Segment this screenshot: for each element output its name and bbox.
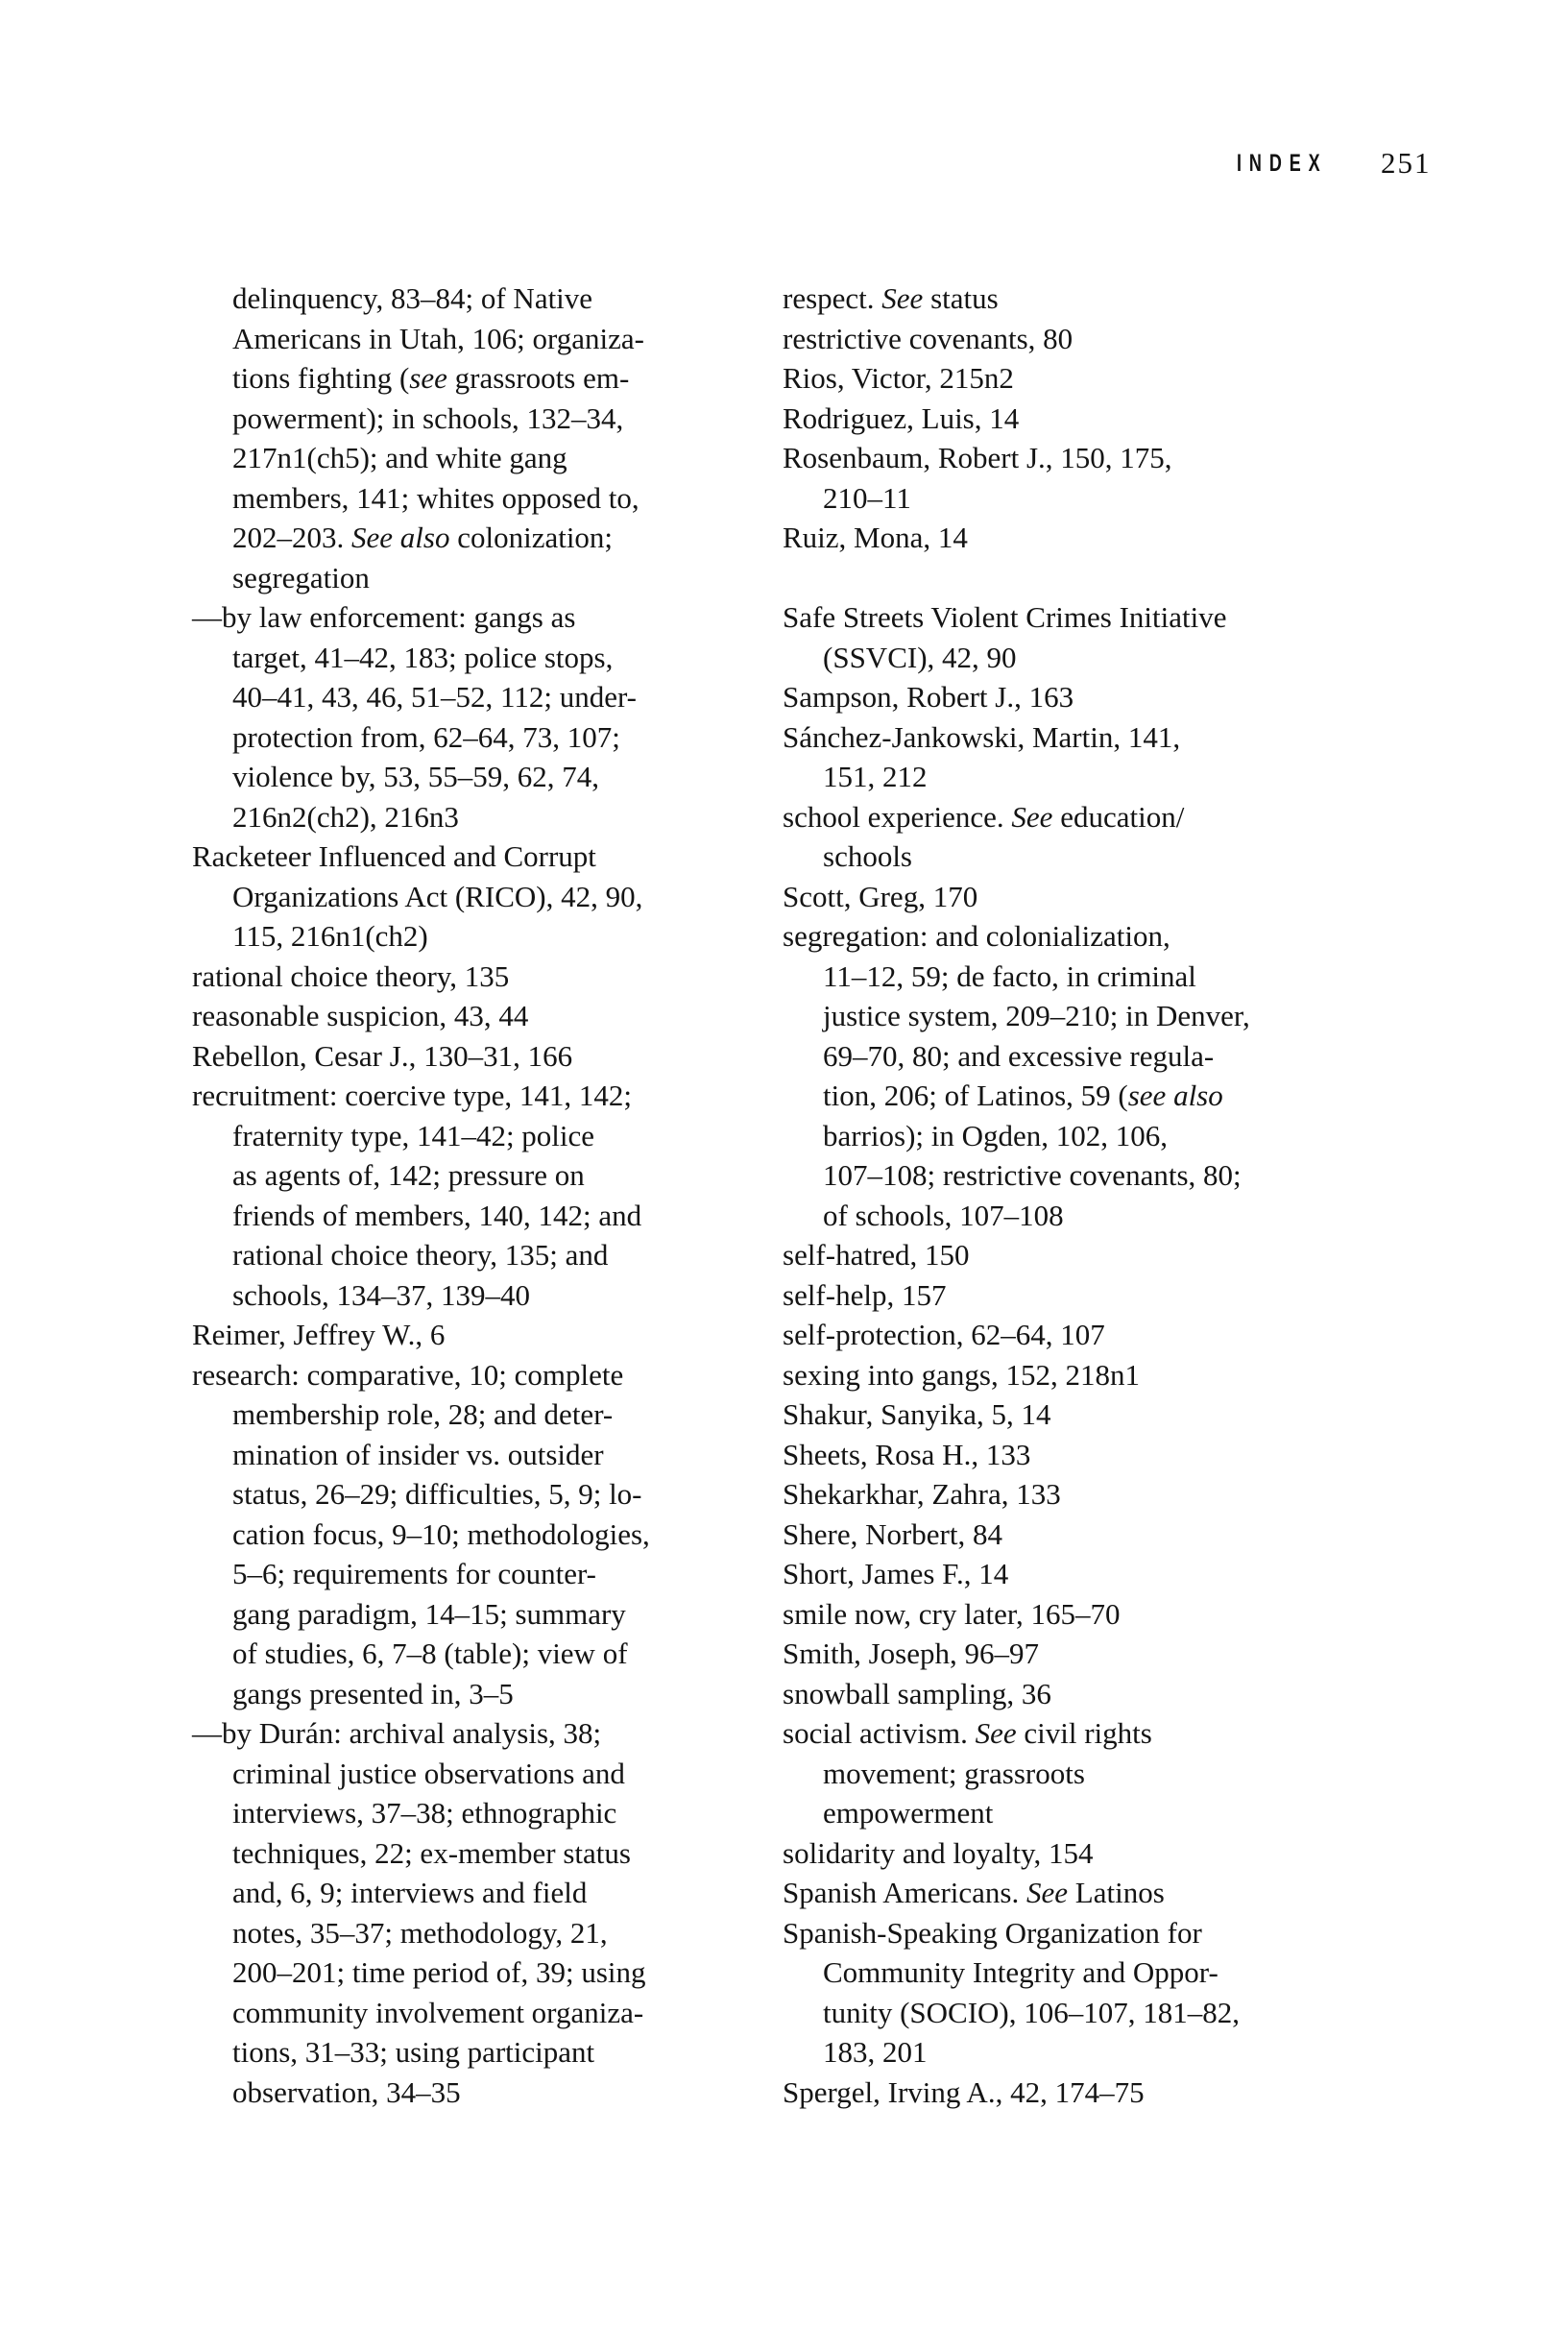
index-entry [192,279,749,597]
entry-continuation-line: violence by, 53, 55–59, 62, 74, [232,760,599,793]
entry-heading-line: Sánchez-Jankowski, Martin, 141, [783,719,1181,754]
index-entry [783,1634,1359,1674]
entry-continuation-line: 202–203. See also colonization; [232,521,614,554]
entry-heading-line: Rebellon, Cesar J., 130–31, 166 [192,1038,573,1073]
index-entry [783,1315,1359,1355]
entry-heading-line: social activism. See civil rights [783,1716,1152,1750]
entry-continuation-line: members, 141; whites opposed to, [232,480,639,515]
cross-reference-italic: See [975,1716,1017,1750]
entry-heading-line: Spanish Americans. See Latinos [783,1876,1165,1909]
index-entry [783,358,1359,399]
entry-continuation-line: Americans in Utah, 106; organiza- [232,321,644,355]
entry-heading-line: sexing into gangs, 152, 218n1 [783,1357,1140,1392]
entry-continuation-line: of schools, 107–108 [823,1198,1064,1232]
entry-continuation-line: 216n2(ch2), 216n3 [232,799,459,834]
entry-continuation-line: status, 26–29; difficulties, 5, 9; lo- [232,1477,642,1511]
entry-continuation-line: observation, 34–35 [232,2074,461,2109]
entry-heading-line: Reimer, Jeffrey W., 6 [192,1318,446,1351]
entry-continuation-line: empowerment [823,1796,994,1830]
index-entry [783,2073,1359,2113]
entry-continuation-line: delinquency, 83–84; of Native [232,281,593,315]
entry-heading-line: self-protection, 62–64, 107 [783,1318,1105,1351]
entry-heading-line: Rios, Victor, 215n2 [783,361,1014,395]
index-entry [783,1594,1359,1635]
index-entry [783,916,1359,1235]
entry-continuation-line: 107–108; restrictive covenants, 80; [823,1158,1242,1192]
index-entry [783,877,1359,917]
entry-continuation-line: membership role, 28; and deter- [232,1397,614,1431]
cross-reference-italic: See [1011,799,1053,834]
entry-continuation-line: community involvement organiza- [232,1995,644,2029]
index-entry [192,996,749,1036]
entry-continuation-line: (SSVCI), 42, 90 [823,640,1017,674]
entry-heading-line: school experience. See education/ [783,799,1185,834]
entry-heading-line: respect. See status [783,281,999,315]
entry-continuation-line: powerment); in schools, 132–34, [232,400,624,435]
entry-heading-line: research: comparative, 10; complete [192,1357,624,1392]
index-entry [783,677,1359,717]
index-entry [192,1315,749,1355]
entry-continuation-line: segregation [232,560,370,594]
entry-continuation-line: 217n1(ch5); and white gang [232,441,567,474]
entry-heading-line: Safe Streets Violent Crimes Initiative [783,600,1227,634]
index-entry [192,1036,749,1077]
index-entry [783,1713,1359,1833]
index-entry [783,1355,1359,1395]
entry-heading-line: self-hatred, 150 [783,1238,970,1272]
entry-continuation-line: mination of insider vs. outsider [232,1437,604,1471]
entry-continuation-line: cation focus, 9–10; methodologies, [232,1516,650,1551]
cross-reference-italic: See [1026,1876,1069,1909]
index-entry [783,518,1359,558]
index-entry [783,319,1359,359]
entry-heading-line: Short, James F., 14 [783,1557,1009,1590]
entry-heading-line: —by Durán: archival analysis, 38; [192,1716,602,1750]
entry-heading-line: Spergel, Irving A., 42, 174–75 [783,2074,1145,2109]
entry-heading-line: —by law enforcement: gangs as [192,600,576,634]
entry-heading-line: segregation: and colonialization, [783,919,1170,953]
entry-continuation-line: interviews, 37–38; ethnographic [232,1796,617,1830]
page-number: 251 [1381,146,1432,180]
entry-continuation-line: rational choice theory, 135; and [232,1238,609,1272]
entry-heading-line: Scott, Greg, 170 [783,879,978,913]
index-entry [783,438,1359,518]
entry-heading-line: snowball sampling, 36 [783,1676,1051,1710]
entry-heading-line: rational choice theory, 135 [192,958,510,993]
entry-heading-line: Shakur, Sanyika, 5, 14 [783,1397,1051,1431]
index-entry [783,1235,1359,1275]
entry-continuation-line: fraternity type, 141–42; police [232,1118,595,1152]
index-entry [783,1474,1359,1515]
entry-continuation-line: tions, 31–33; using participant [232,2035,595,2069]
entry-continuation-line: 11–12, 59; de facto, in criminal [823,958,1196,993]
section-label: INDEX [1237,150,1328,177]
index-entry [192,1713,749,2112]
cross-reference-italic: see also [1127,1079,1223,1112]
entry-heading-line: smile now, cry later, 165–70 [783,1596,1121,1631]
index-entry [783,597,1359,677]
running-head [0,144,1568,182]
index-entry [192,1076,749,1315]
letter-group-gap [783,558,1359,598]
entry-continuation-line: 5–6; requirements for counter- [232,1557,596,1590]
index-entry [783,1674,1359,1714]
entry-heading-line: recruitment: coercive type, 141, 142; [192,1079,632,1112]
index-entry [192,597,749,837]
entry-heading-line: self-help, 157 [783,1277,947,1312]
entry-heading-line: Spanish-Speaking Organization for [783,1915,1202,1950]
entry-heading-line: Shere, Norbert, 84 [783,1516,1002,1551]
entry-heading-line: restrictive covenants, 80 [783,321,1073,355]
entry-continuation-line: protection from, 62–64, 73, 107; [232,719,620,754]
entry-heading-line: Sheets, Rosa H., 133 [783,1437,1031,1471]
entry-continuation-line: 210–11 [823,480,911,515]
entry-continuation-line: of studies, 6, 7–8 (table); view of [232,1637,628,1670]
entry-continuation-line: techniques, 22; ex-member status [232,1835,631,1870]
index-entry [192,957,749,997]
entry-heading-line: reasonable suspicion, 43, 44 [192,999,529,1032]
entry-continuation-line: 183, 201 [823,2035,928,2069]
entry-continuation-line: schools [823,839,912,873]
index-entry [783,797,1359,877]
index-entry [783,1833,1359,1874]
index-entry [783,1913,1359,2073]
index-entry [783,1435,1359,1475]
index-entry [783,399,1359,439]
cross-reference-italic: see [409,361,447,395]
index-entry [783,1515,1359,1555]
entry-continuation-line: 115, 216n1(ch2) [232,919,428,953]
entry-continuation-line: Community Integrity and Oppor- [823,1955,1218,1989]
entry-continuation-line: Organizations Act (RICO), 42, 90, [232,879,643,913]
entry-continuation-line: barrios); in Ogden, 102, 106, [823,1118,1169,1152]
entry-heading-line: Rosenbaum, Robert J., 150, 175, [783,441,1172,474]
index-entry [783,1873,1359,1913]
entry-continuation-line: 151, 212 [823,760,928,793]
entry-continuation-line: notes, 35–37; methodology, 21, [232,1915,608,1950]
entry-continuation-line: target, 41–42, 183; police stops, [232,640,614,674]
cross-reference-italic: See also [351,521,450,554]
index-entry [192,837,749,957]
entry-continuation-line: and, 6, 9; interviews and field [232,1876,588,1909]
entry-heading-line: solidarity and loyalty, 154 [783,1835,1094,1870]
entry-heading-line: Ruiz, Mona, 14 [783,521,968,554]
index-entry [783,1394,1359,1435]
entry-continuation-line: gangs presented in, 3–5 [232,1676,514,1710]
entry-continuation-line: friends of members, 140, 142; and [232,1198,642,1232]
entry-heading-line: Shekarkhar, Zahra, 133 [783,1477,1061,1511]
index-entry [783,717,1359,797]
entry-heading-line: Sampson, Robert J., 163 [783,680,1074,714]
entry-continuation-line: justice system, 209–210; in Denver, [823,999,1250,1032]
entry-continuation-line: tions fighting (see grassroots em- [232,361,630,395]
entry-continuation-line: 40–41, 43, 46, 51–52, 112; under- [232,680,637,714]
index-column-right [783,279,1359,2112]
entry-continuation-line: tunity (SOCIO), 106–107, 181–82, [823,1995,1240,2029]
entry-heading-line: Rodriguez, Luis, 14 [783,400,1020,435]
index-entry [192,1355,749,1714]
entry-continuation-line: schools, 134–37, 139–40 [232,1277,530,1312]
entry-heading-line: Smith, Joseph, 96–97 [783,1637,1039,1670]
cross-reference-italic: See [881,281,924,315]
entry-continuation-line: gang paradigm, 14–15; summary [232,1596,626,1631]
entry-heading-line: Racketeer Influenced and Corrupt [192,839,596,873]
index-entry [783,1554,1359,1594]
entry-continuation-line: movement; grassroots [823,1756,1085,1790]
index-entry [783,1275,1359,1316]
entry-continuation-line: criminal justice observations and [232,1756,625,1790]
entry-continuation-line: 200–201; time period of, 39; using [232,1955,646,1989]
index-column-left [192,279,749,2112]
entry-continuation-line: 69–70, 80; and excessive regula- [823,1038,1215,1073]
entry-continuation-line: as agents of, 142; pressure on [232,1158,585,1192]
index-entry [783,279,1359,319]
entry-continuation-line: tion, 206; of Latinos, 59 (see also [823,1079,1223,1112]
